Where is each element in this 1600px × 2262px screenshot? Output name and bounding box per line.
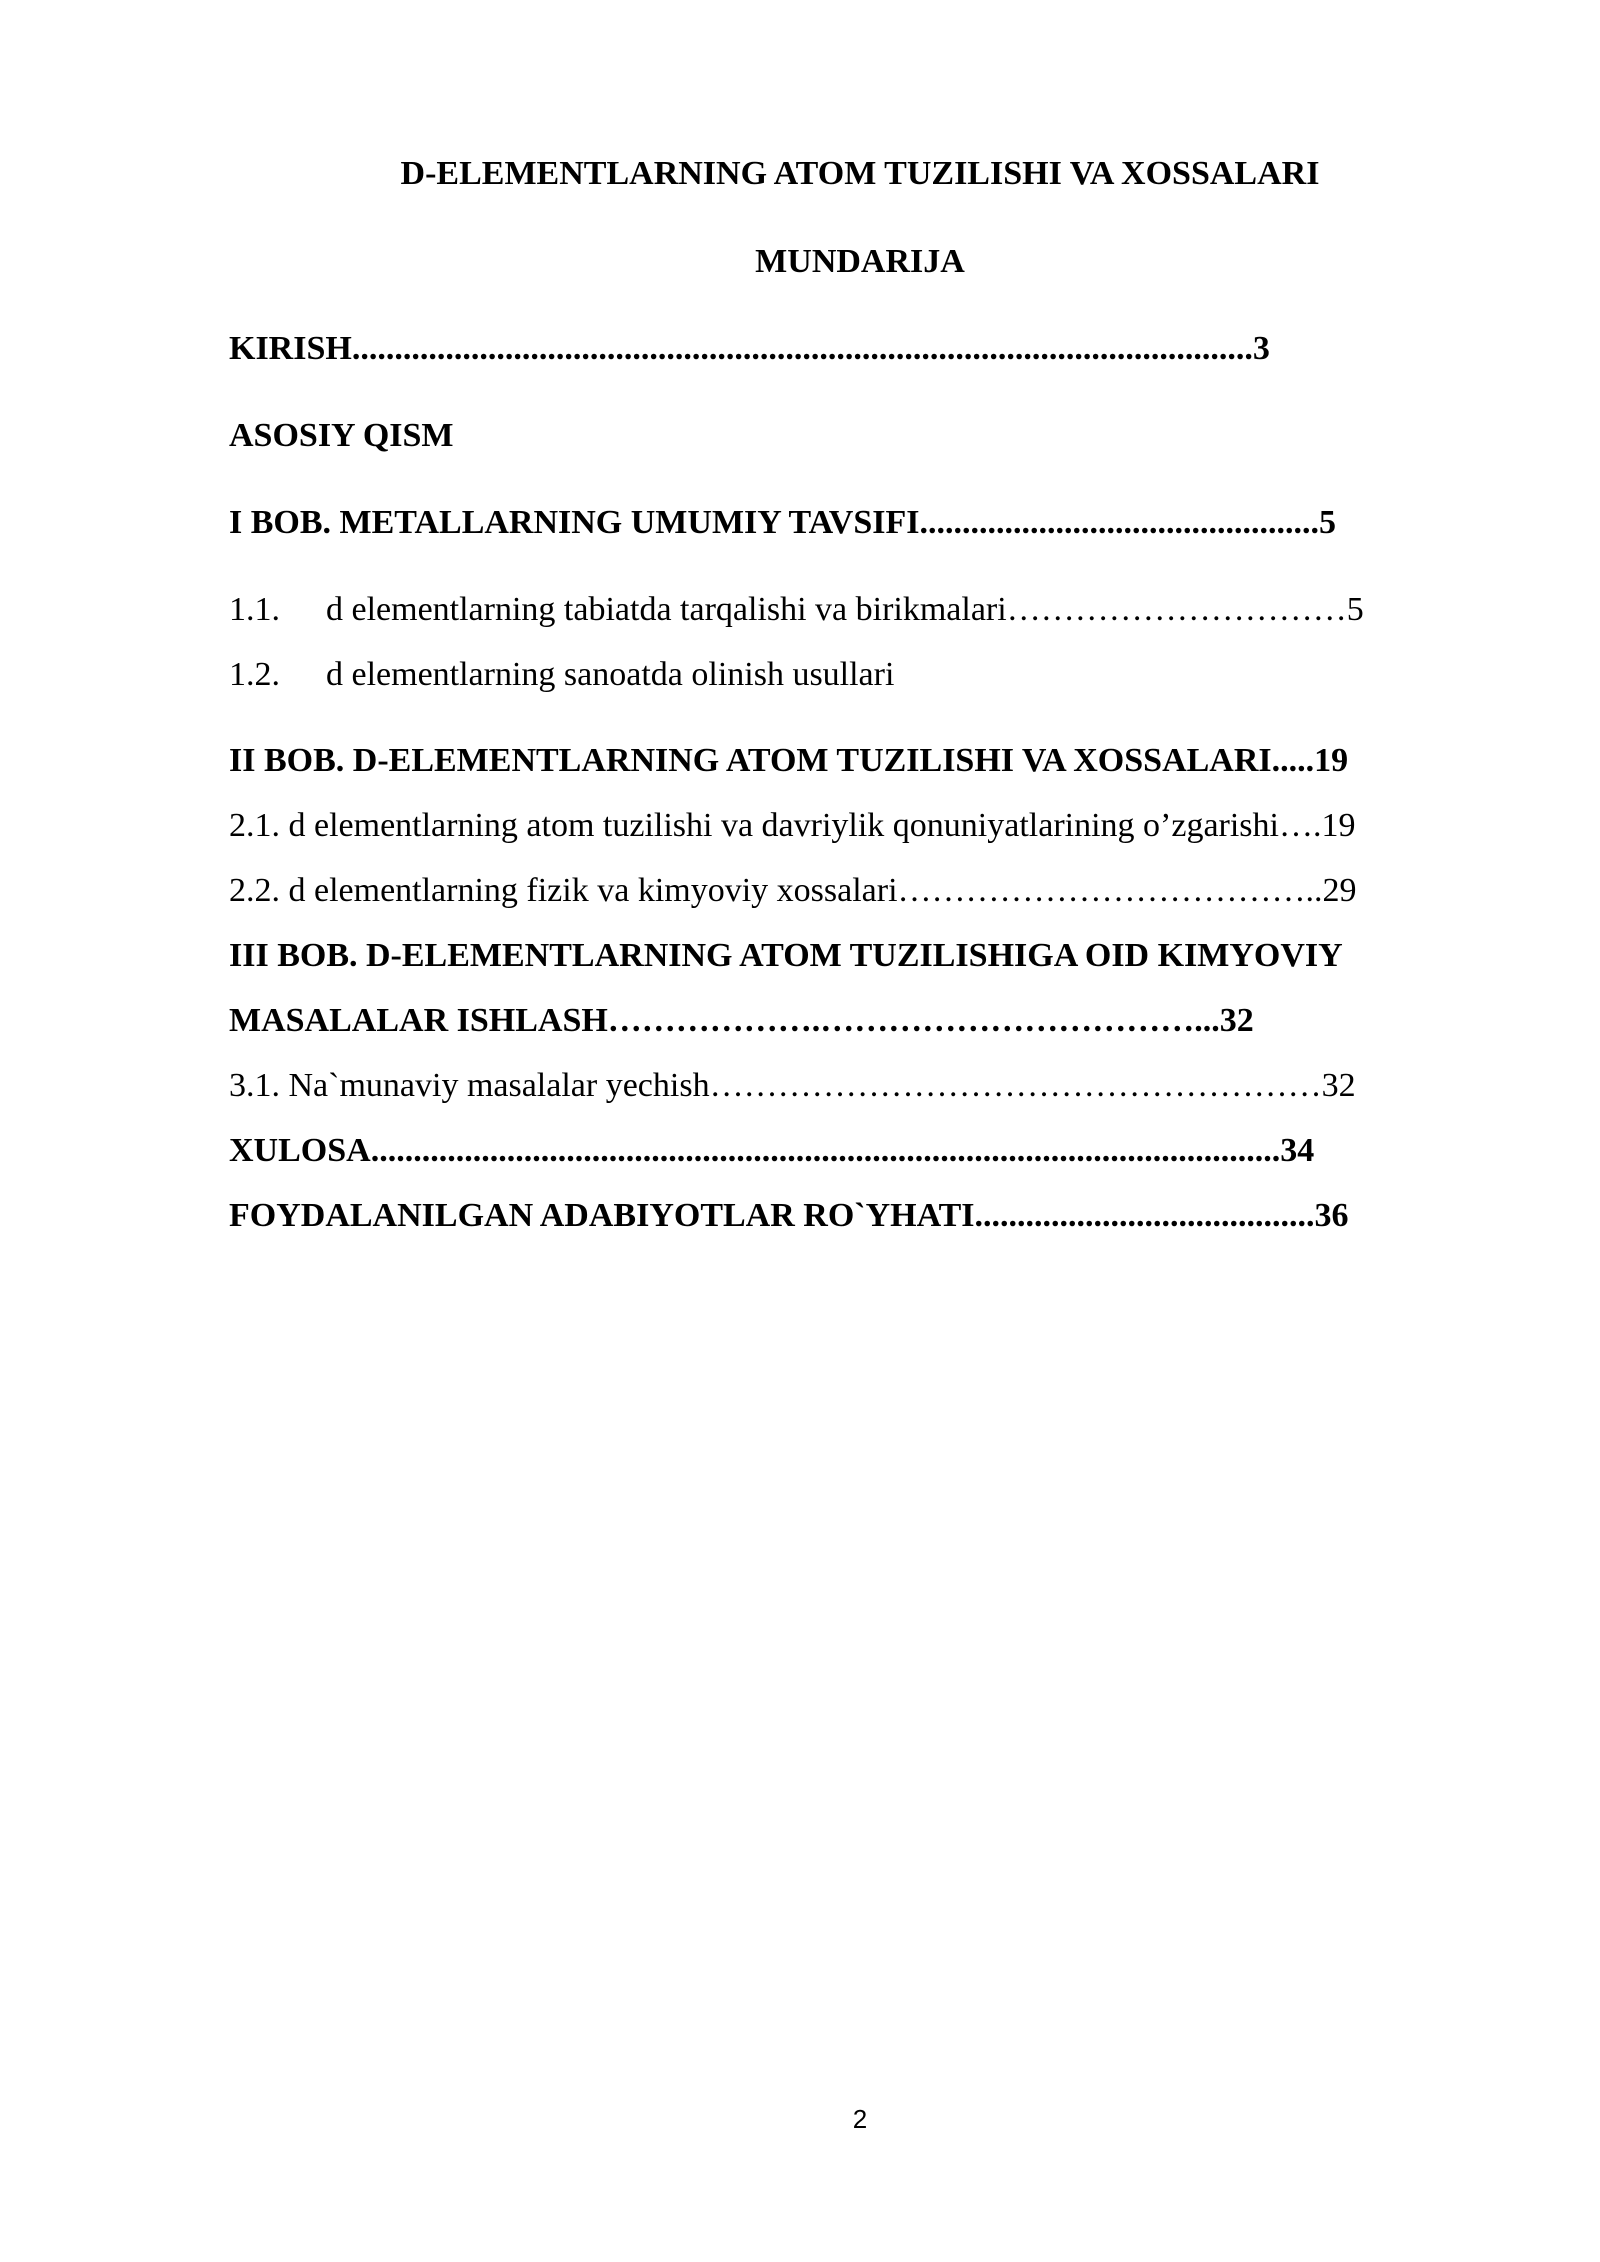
toc-entry-3-1: 3.1. Na`munaviy masalalar yechish………………………………………………32 — [229, 1067, 1356, 1104]
toc-entry-text: d elementlarning sanoatda olinish usullari — [326, 656, 895, 693]
toc-entry-number: 1.2. — [229, 656, 280, 693]
page-number: 2 — [852, 2104, 868, 2134]
toc-entry-chapter-2: II BOB. D-ELEMENTLARNING ATOM TUZILISHI VA XOSSALARI.....19 — [229, 742, 1349, 779]
toc-entry-references: FOYDALANILGAN ADABIYOTLAR RO`YHATI........................................36 — [229, 1197, 1349, 1234]
table-of-contents-heading: MUNDARIJA — [755, 243, 965, 280]
toc-section-asosiy-qism: ASOSIY QISM — [229, 417, 454, 454]
toc-entry-chapter-3-line-1: III BOB. D-ELEMENTLARNING ATOM TUZILISHIGA OID KIMYOVIY — [229, 937, 1343, 974]
toc-entry-chapter-1: I BOB. METALLARNING UMUMIY TAVSIFI...............................................5 — [229, 504, 1336, 541]
toc-entry-chapter-3-line-2: MASALALAR ISHLASH……………….……………………………...32 — [229, 1002, 1254, 1039]
toc-entry-1-2 — [229, 652, 1487, 698]
toc-entry-1-1 — [229, 587, 1487, 633]
toc-entry-text: d elementlarning tabiatda tarqalishi va birikmalari…………………………5 — [326, 591, 1364, 628]
toc-entry-2-2: 2.2. d elementlarning fizik va kimyoviy xossalari………………………………..29 — [229, 872, 1357, 909]
toc-entry-kirish: KIRISH..........................................................................................................3 — [229, 330, 1270, 367]
toc-entry-number: 1.1. — [229, 591, 280, 628]
toc-entry-xulosa: XULOSA...........................................................................................................34 — [229, 1132, 1315, 1169]
document-title: D-ELEMENTLARNING ATOM TUZILISHI VA XOSSALARI — [400, 155, 1320, 192]
toc-entry-2-1: 2.1. d elementlarning atom tuzilishi va davriylik qonuniyatlarining o’zgarishi….19 — [229, 807, 1356, 844]
